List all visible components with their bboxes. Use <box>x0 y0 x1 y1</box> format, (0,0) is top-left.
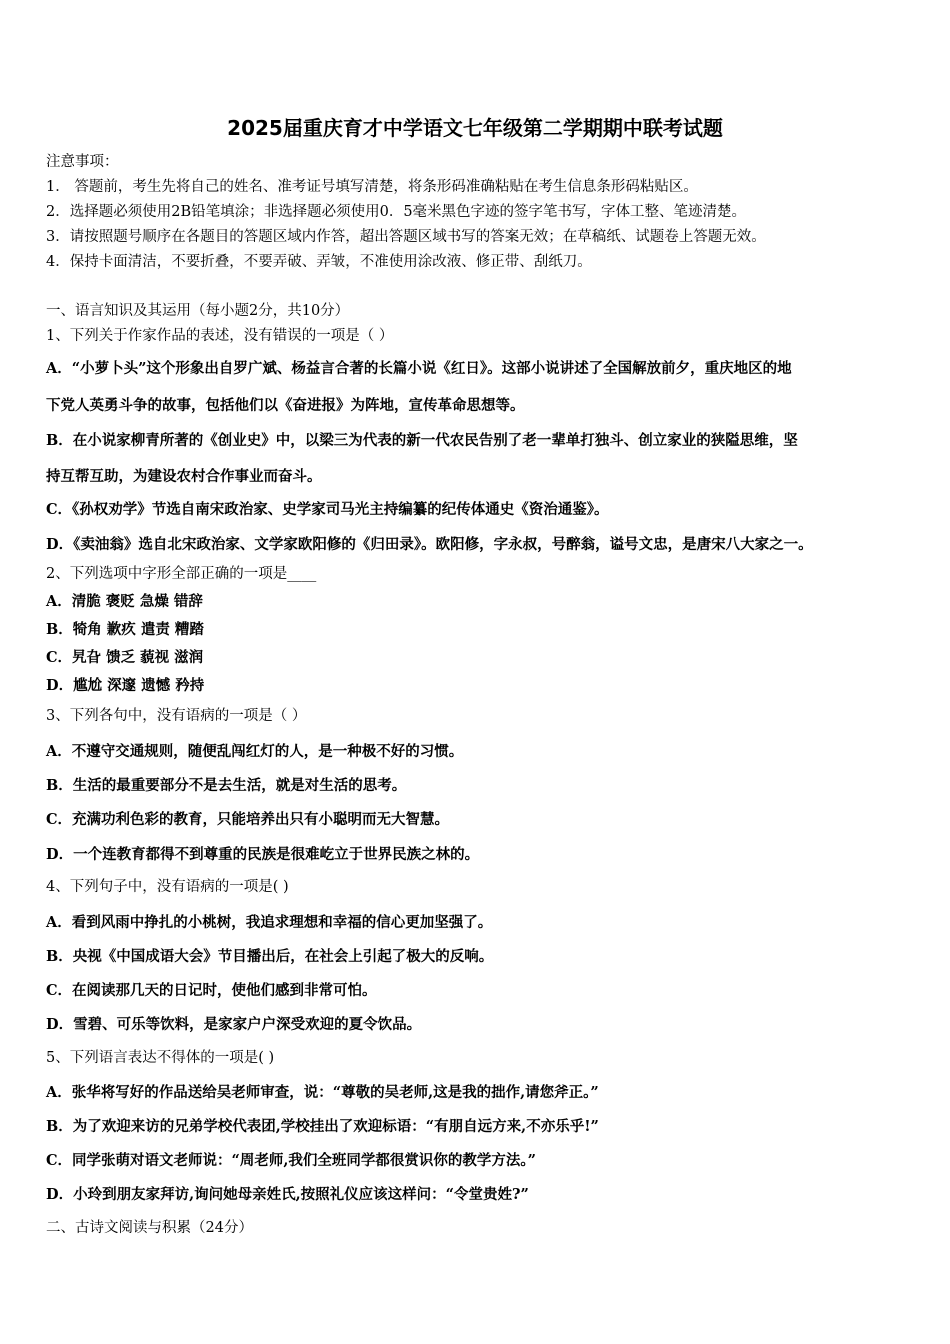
notice-item: 2．选择题必须使用2B铅笔填涂；非选择题必须使用0．5毫米黑色字迹的签字笔书写，字体工整、笔迹清楚。 <box>46 204 747 220</box>
option-b: B．在小说家柳青所著的《创业史》中，以梁三为代表的新一代农民告别了老一辈单打独斗、创立家业的狭隘思维，坚 <box>46 432 798 449</box>
option-a: A．清脆 褒贬 急燥 错辞 <box>46 593 203 610</box>
option-b: B．央视《中国成语大会》节目播出后，在社会上引起了极大的反响。 <box>46 948 494 965</box>
option-c: C．在阅读那几天的日记时，使他们感到非常可怕。 <box>46 982 377 999</box>
option-a: A．看到风雨中挣扎的小桃树，我追求理想和幸福的信心更加坚强了。 <box>46 914 493 931</box>
option-d: D．一个连教育都得不到尊重的民族是很难屹立于世界民族之林的。 <box>46 846 480 863</box>
question-stem: 3、下列各句中，没有语病的一项是（ ） <box>46 708 307 724</box>
section-heading: 二、古诗文阅读与积累（24分） <box>46 1220 253 1236</box>
option-c: C．旯旮 馈乏 藐视 滋润 <box>46 649 204 666</box>
option-b: B．为了欢迎来访的兄弟学校代表团,学校挂出了欢迎标语：“有朋自远方来,不亦乐乎!” <box>46 1118 599 1135</box>
question-stem: 5、下列语言表达不得体的一项是( ) <box>46 1050 275 1066</box>
option-d: D．尴尬 深邃 遗憾 矜持 <box>46 677 205 694</box>
page-title: 2025届重庆育才中学语文七年级第二学期期中联考试题 <box>227 116 723 140</box>
option-a: A．“小萝卜头”这个形象出自罗广斌、杨益言合著的长篇小说《红日》。这部小说讲述了全国解放前夕，重庆地区的地 <box>46 360 792 377</box>
option-a: A．不遵守交通规则，随便乱闯红灯的人，是一种极不好的习惯。 <box>46 743 464 760</box>
option-d: D．小玲到朋友家拜访,询问她母亲姓氏,按照礼仪应该这样问：“令堂贵姓?” <box>46 1186 529 1203</box>
option-c: C．充满功利色彩的教育，只能培养出只有小聪明而无大智慧。 <box>46 811 450 828</box>
option-a-continued: 下党人英勇斗争的故事，包括他们以《奋进报》为阵地，宣传革命思想等。 <box>46 397 525 414</box>
section-heading: 一、语言知识及其运用（每小题2分，共10分） <box>46 303 350 319</box>
option-b: B．生活的最重要部分不是去生活，就是对生活的思考。 <box>46 777 407 794</box>
option-a: A．张华将写好的作品送给吴老师审查，说：“尊敬的吴老师,这是我的拙作,请您斧正。” <box>46 1084 599 1101</box>
question-stem: 1、下列关于作家作品的表述，没有错误的一项是（ ） <box>46 328 394 344</box>
option-c: C．《孙权劝学》节选自南宋政治家、史学家司马光主持编纂的纪传体通史《资治通鉴》。 <box>46 501 609 518</box>
option-b-continued: 持互帮互助，为建设农村合作事业而奋斗。 <box>46 468 322 485</box>
question-stem: 4、下列句子中，没有语病的一项是( ) <box>46 879 289 895</box>
notice-item: 1． 答题前，考生先将自己的姓名、准考证号填写清楚，将条形码准确粘贴在考生信息条形码粘贴区。 <box>46 179 698 195</box>
question-stem: 2、下列选项中字形全部正确的一项是____ <box>46 566 317 582</box>
notice-heading: 注意事项： <box>46 154 119 170</box>
option-b: B．犄角 歉疚 遣责 糟踏 <box>46 621 204 638</box>
option-d: D．雪碧、可乐等饮料，是家家户户深受欢迎的夏令饮品。 <box>46 1016 422 1033</box>
option-d: D．《卖油翁》选自北宋政治家、文学家欧阳修的《归田录》。欧阳修，字永叔，号醉翁，谥号文忠，是唐宋八大家之一。 <box>46 536 813 553</box>
notice-item: 4．保持卡面清洁，不要折叠，不要弄破、弄皱，不准使用涂改液、修正带、刮纸刀。 <box>46 254 592 270</box>
option-c: C．同学张萌对语文老师说：“周老师,我们全班同学都很赏识你的教学方法。” <box>46 1152 537 1169</box>
notice-item: 3．请按照题号顺序在各题目的答题区域内作答，超出答题区域书写的答案无效；在草稿纸、试题卷上答题无效。 <box>46 229 766 245</box>
